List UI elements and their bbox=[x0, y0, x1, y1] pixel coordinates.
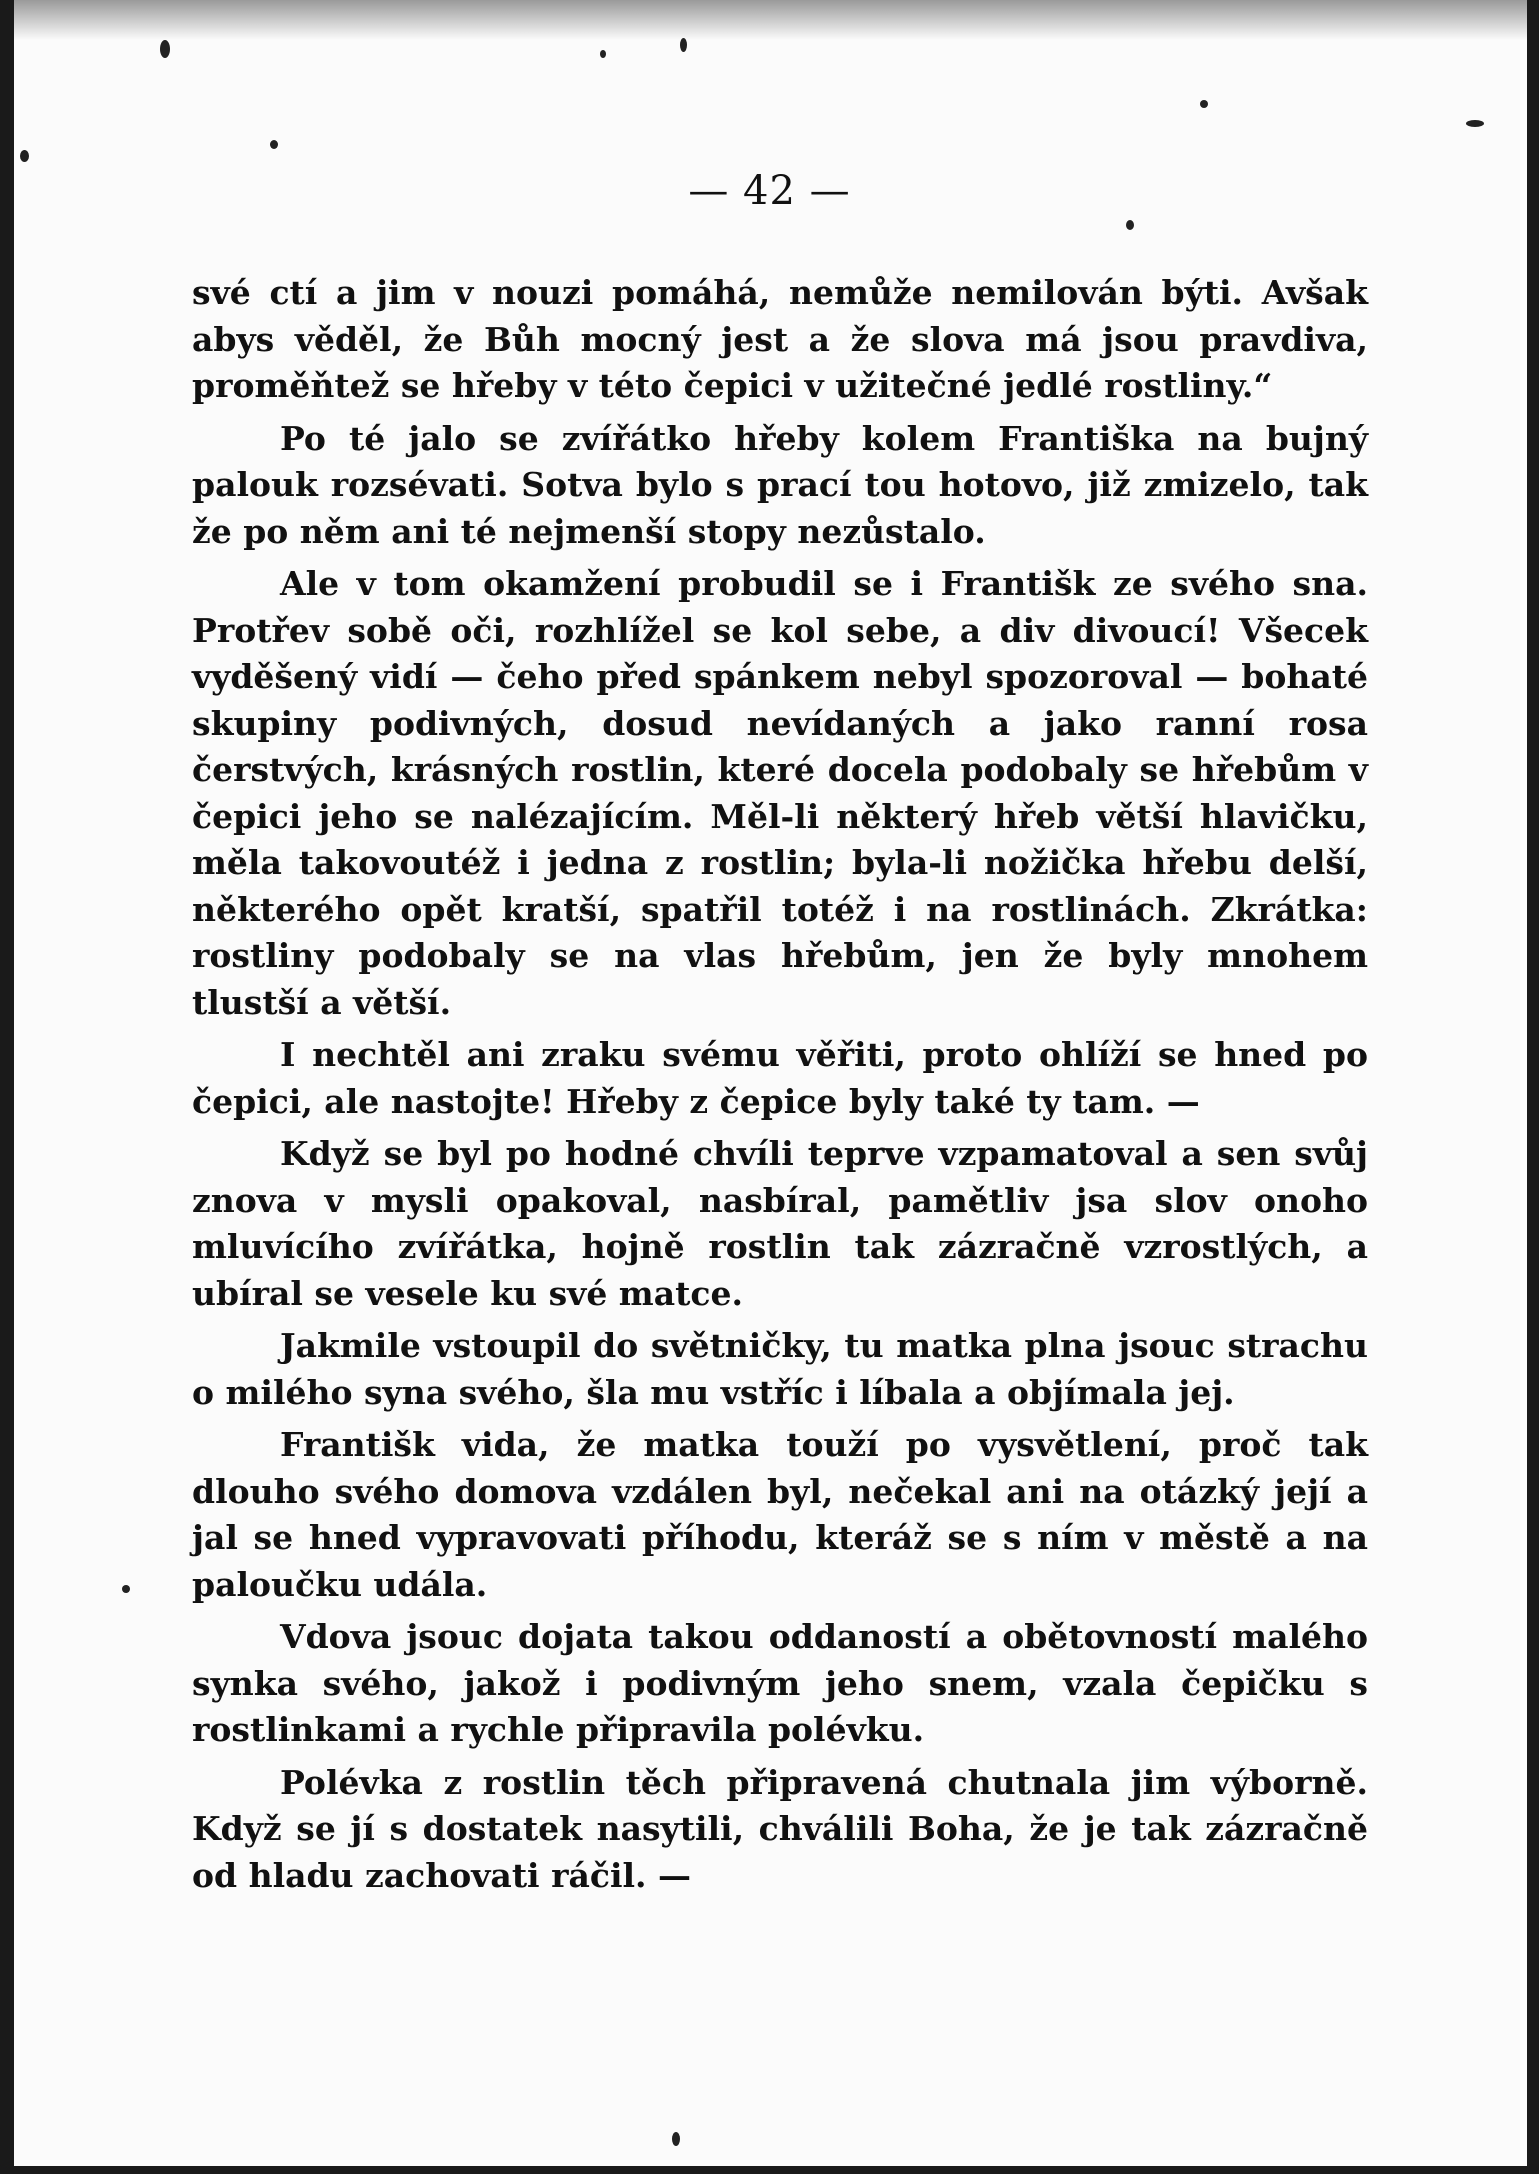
scan-speck bbox=[122, 1585, 130, 1593]
paragraph: Když se byl po hodné chvíli teprve vzpamatoval a sen svůj znova v mysli opakoval, nasbíral, pamětliv jsa slov onoho mluvícího zvířátka, hojně rostlin tak zázračně vzrostlých, a ubíral se vesele ku své matce. bbox=[192, 1134, 1368, 1313]
body-text bbox=[192, 270, 1368, 1905]
scan-edge-left bbox=[0, 0, 14, 2174]
page-number: — 42 — bbox=[688, 168, 851, 214]
paragraph: své ctí a jim v nouzi pomáhá, nemůže nemilován býti. Avšak abys věděl, že Bůh mocný jest a že slova má jsou pravdiva, proměňtež se hřeby v této čepici v užitečné jedlé rostliny.“ bbox=[192, 273, 1368, 405]
scan-speck bbox=[270, 140, 278, 149]
scan-speck bbox=[160, 40, 170, 58]
scan-speck bbox=[600, 50, 606, 58]
scan-edge-top bbox=[0, 0, 1539, 40]
scan-speck bbox=[680, 38, 687, 52]
paragraph: Polévka z rostlin těch připravená chutnala jim výborně. Když se jí s dostatek nasytili, chválili Boha, že je tak zázračně od hladu zachovati ráčil. — bbox=[192, 1762, 1368, 1895]
scan-speck bbox=[672, 2132, 680, 2146]
scan-edge-bottom bbox=[0, 2166, 1539, 2174]
scan-speck bbox=[1466, 120, 1484, 127]
scan-speck bbox=[1200, 100, 1208, 108]
paragraph: Ale v tom okamžení probudil se i Františk ze svého sna. Protřev sobě oči, rozhlížel se kol sebe, a div divoucí! Všecek vyděšený vidí — čeho před spánkem nebyl spozoroval — bohaté skupiny podivných, dosud nevídaných a jako ranní rosa čerstvých, krásných rostlin, které docela podobaly se hřebům v čepici jeho se nalézajícím. Měl-li některý hřeb větší hlavičku, měla takovoutéž i jedna z rostlin; byla-li nožička hřebu delší, některého opět kratší, spatřil totéž i na rostlinách. Zkrátka: rostliny podobaly se na vlas hřebům, jen že byly mnohem tlustší a větší. bbox=[192, 564, 1368, 1022]
paragraph: Jakmile vstoupil do světničky, tu matka plna jsouc strachu o milého syna svého, šla mu vstříc i líbala a objímala jej. bbox=[192, 1326, 1368, 1412]
paragraph: Františk vida, že matka touží po vysvětlení, proč tak dlouho svého domova vzdálen byl, nečekal ani na otázký její a jal se hned vypravovati příhodu, kteráž se s ním v městě a na paloučku udála. bbox=[192, 1425, 1368, 1604]
scan-speck bbox=[1126, 220, 1134, 230]
paragraph: Po té jalo se zvířátko hřeby kolem Františka na bujný palouk rozsévati. Sotva bylo s prací tou hotovo, již zmizelo, tak že po něm ani té nejmenší stopy nezůstalo. bbox=[192, 418, 1368, 551]
paragraph: I nechtěl ani zraku svému věřiti, proto ohlíží se hned po čepici, ale nastojte! Hřeby z čepice byly také ty tam. — bbox=[192, 1035, 1368, 1121]
scan-edge-right bbox=[1527, 0, 1539, 2174]
paragraph: Vdova jsouc dojata takou oddaností a obětovností malého synka svého, jakož i podivným jeho snem, vzala čepičku s rostlinkami a rychle připravila polévku. bbox=[192, 1617, 1368, 1749]
scan-speck bbox=[20, 150, 29, 162]
